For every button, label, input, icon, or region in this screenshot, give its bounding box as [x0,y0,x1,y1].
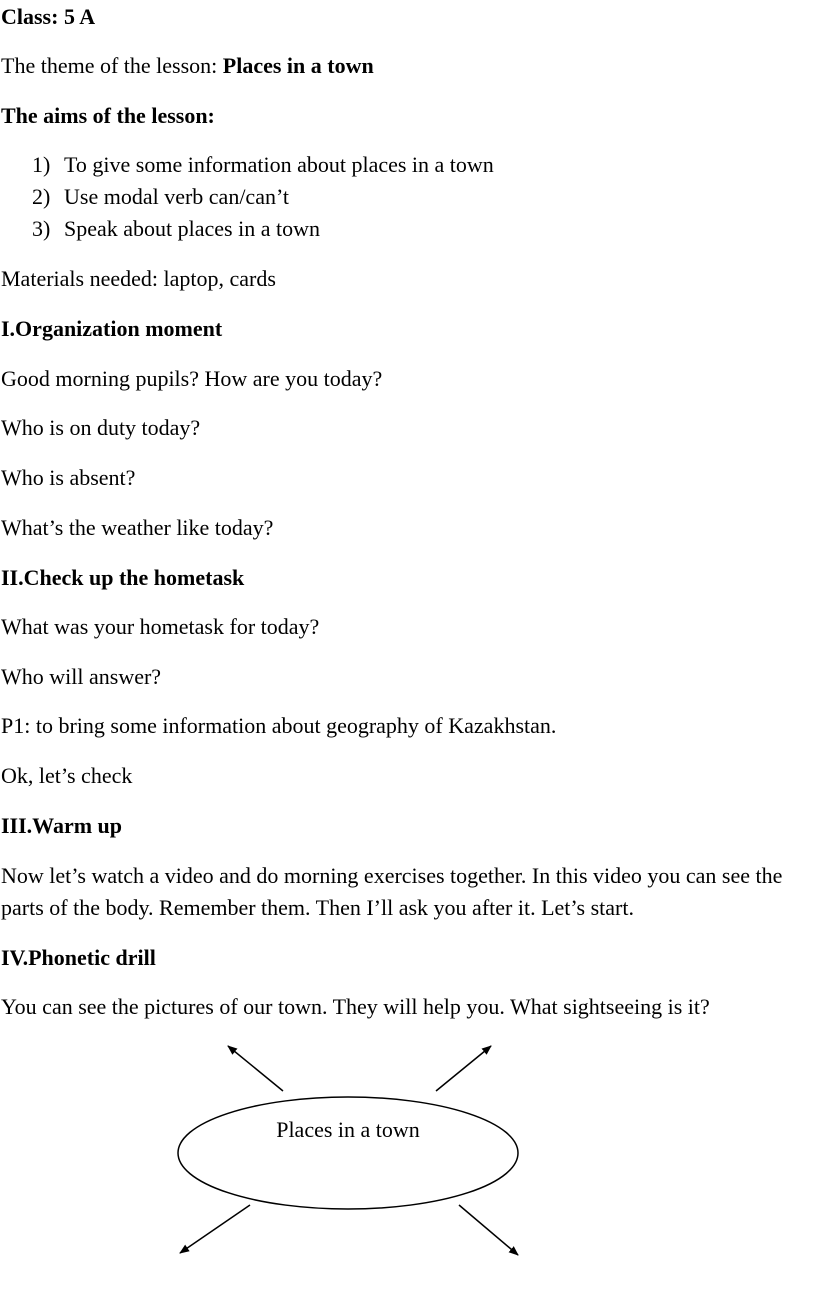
lesson-theme [1,53,374,79]
phonetic-drill-paragraph: You can see the pictures of our town. They will help you. What sightseeing is it? [1,994,710,1019]
aim-item [32,216,320,242]
text-line: P1: to bring some information about geography of Kazakhstan. [1,713,557,738]
text-line: What’s the weather like today? [1,515,274,540]
aims-heading: The aims of the lesson: [1,103,215,128]
text-line: Who will answer? [1,664,162,689]
section-heading-organization: I.Organization moment [1,316,223,341]
class-label: Class: 5 A [1,4,96,29]
mind-map-diagram [0,1030,816,1270]
text-line: Who is absent? [1,465,136,490]
text-line: Who is on duty today? [1,415,201,440]
aim-number: 2) [32,184,51,209]
section-heading-phonetic-drill: IV.Phonetic drill [1,945,156,970]
aim-text: Use modal verb can/can’t [64,184,290,209]
text-line: Ok, let’s check [1,763,133,788]
aim-item [32,184,289,210]
aim-item [32,152,494,178]
text-line: Good morning pupils? How are you today? [1,366,383,391]
aim-number: 1) [32,152,51,177]
aim-text: Speak about places in a town [64,216,320,241]
materials-line: Materials needed: laptop, cards [1,266,276,291]
arrow-down-right [459,1205,518,1255]
aim-text: To give some information about places in a town [64,152,494,177]
center-ellipse [178,1097,518,1209]
arrow-up-right [436,1046,491,1091]
section-heading-hometask: II.Check up the hometask [1,565,245,590]
mind-map-center-label: Places in a town [276,1117,420,1142]
warm-up-paragraph: Now let’s watch a video and do morning exercises together. In this video you can see the parts of the body. Remember them. Then I’ll ask you after it. Let’s start. [1,863,783,920]
theme-title: Places in a town [222,53,374,78]
section-heading-warm-up: III.Warm up [1,813,123,838]
arrow-up-left [228,1046,283,1091]
theme-prefix: The theme of the lesson: [1,53,223,78]
text-line: What was your hometask for today? [1,614,320,639]
arrow-down-left [180,1205,250,1253]
aim-number: 3) [32,216,51,241]
